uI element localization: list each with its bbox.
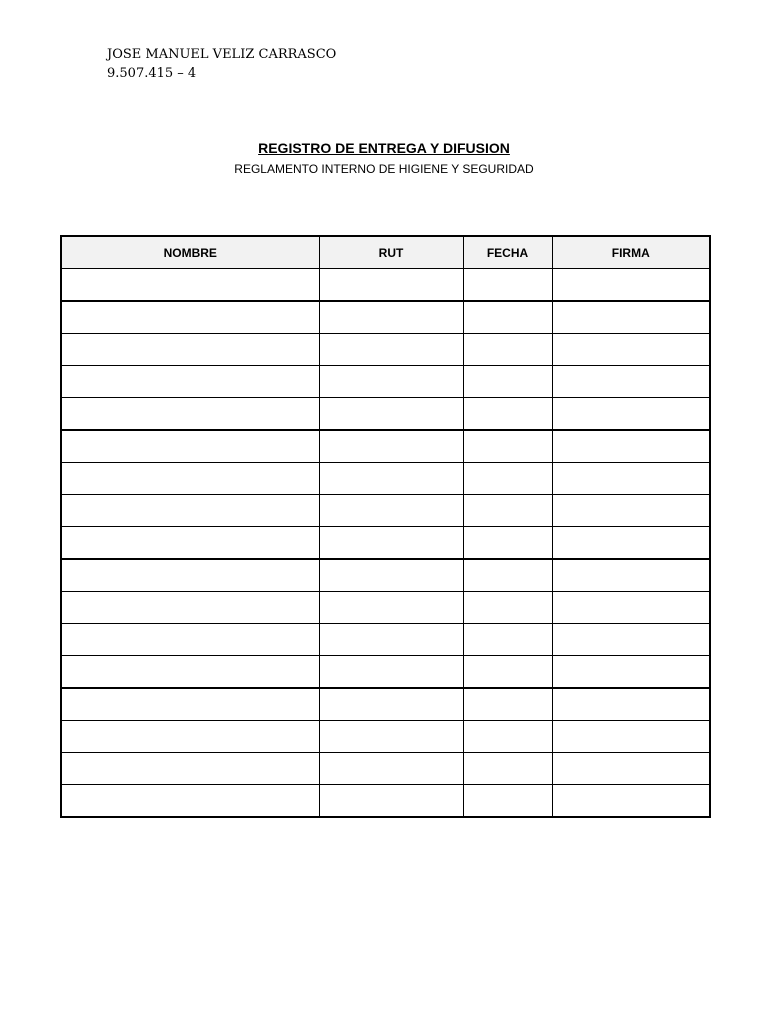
table-row	[61, 527, 710, 560]
rut-cell	[319, 269, 463, 302]
nombre-cell	[61, 592, 319, 624]
firma-cell	[552, 366, 710, 398]
firma-cell	[552, 753, 710, 785]
document-title: REGISTRO DE ENTREGA Y DIFUSION	[258, 140, 510, 156]
table-row	[61, 463, 710, 495]
table-row	[61, 785, 710, 818]
nombre-cell	[61, 624, 319, 656]
nombre-cell	[61, 753, 319, 785]
nombre-cell	[61, 269, 319, 302]
table-row	[61, 592, 710, 624]
author-name: JOSE MANUEL VELIZ CARRASCO	[107, 47, 337, 62]
table-row	[61, 301, 710, 334]
firma-cell	[552, 785, 710, 818]
fecha-cell	[463, 269, 552, 302]
column-header-rut: RUT	[319, 236, 463, 269]
registry-table	[60, 235, 711, 818]
rut-cell	[319, 301, 463, 334]
column-header-fecha: FECHA	[463, 236, 552, 269]
fecha-cell	[463, 656, 552, 689]
nombre-cell	[61, 398, 319, 431]
firma-cell	[552, 559, 710, 592]
nombre-cell	[61, 688, 319, 721]
fecha-cell	[463, 430, 552, 463]
nombre-cell	[61, 366, 319, 398]
column-header-nombre: NOMBRE	[61, 236, 319, 269]
table-header-row	[61, 236, 710, 269]
fecha-cell	[463, 527, 552, 560]
fecha-cell	[463, 785, 552, 818]
fecha-cell	[463, 592, 552, 624]
rut-cell	[319, 334, 463, 366]
table-row	[61, 495, 710, 527]
rut-cell	[319, 656, 463, 689]
fecha-cell	[463, 688, 552, 721]
nombre-cell	[61, 785, 319, 818]
firma-cell	[552, 495, 710, 527]
nombre-cell	[61, 656, 319, 689]
rut-cell	[319, 430, 463, 463]
nombre-cell	[61, 463, 319, 495]
firma-cell	[552, 301, 710, 334]
rut-cell	[319, 688, 463, 721]
rut-cell	[319, 624, 463, 656]
table-row	[61, 656, 710, 689]
table-row	[61, 334, 710, 366]
firma-cell	[552, 269, 710, 302]
firma-cell	[552, 721, 710, 753]
author-block	[107, 45, 336, 83]
nombre-cell	[61, 430, 319, 463]
table-row	[61, 624, 710, 656]
nombre-cell	[61, 301, 319, 334]
nombre-cell	[61, 559, 319, 592]
rut-cell	[319, 753, 463, 785]
firma-cell	[552, 334, 710, 366]
rut-cell	[319, 463, 463, 495]
table-row	[61, 366, 710, 398]
rut-cell	[319, 721, 463, 753]
firma-cell	[552, 624, 710, 656]
column-header-firma: FIRMA	[552, 236, 710, 269]
document-subtitle: REGLAMENTO INTERNO DE HIGIENE Y SEGURIDAD	[234, 162, 534, 176]
fecha-cell	[463, 301, 552, 334]
table-row	[61, 430, 710, 463]
table-row	[61, 721, 710, 753]
firma-cell	[552, 463, 710, 495]
author-rut: 9.507.415 – 4	[107, 66, 197, 81]
table-row	[61, 398, 710, 431]
rut-cell	[319, 592, 463, 624]
table-row	[61, 688, 710, 721]
fecha-cell	[463, 334, 552, 366]
rut-cell	[319, 366, 463, 398]
firma-cell	[552, 656, 710, 689]
rut-cell	[319, 495, 463, 527]
nombre-cell	[61, 527, 319, 560]
fecha-cell	[463, 559, 552, 592]
fecha-cell	[463, 463, 552, 495]
nombre-cell	[61, 721, 319, 753]
firma-cell	[552, 592, 710, 624]
table-row	[61, 753, 710, 785]
fecha-cell	[463, 495, 552, 527]
rut-cell	[319, 559, 463, 592]
fecha-cell	[463, 753, 552, 785]
firma-cell	[552, 398, 710, 431]
table-body	[61, 269, 710, 818]
table-row	[61, 269, 710, 302]
fecha-cell	[463, 398, 552, 431]
rut-cell	[319, 785, 463, 818]
firma-cell	[552, 688, 710, 721]
fecha-cell	[463, 624, 552, 656]
table-row	[61, 559, 710, 592]
fecha-cell	[463, 721, 552, 753]
rut-cell	[319, 398, 463, 431]
nombre-cell	[61, 334, 319, 366]
fecha-cell	[463, 366, 552, 398]
firma-cell	[552, 527, 710, 560]
firma-cell	[552, 430, 710, 463]
nombre-cell	[61, 495, 319, 527]
rut-cell	[319, 527, 463, 560]
